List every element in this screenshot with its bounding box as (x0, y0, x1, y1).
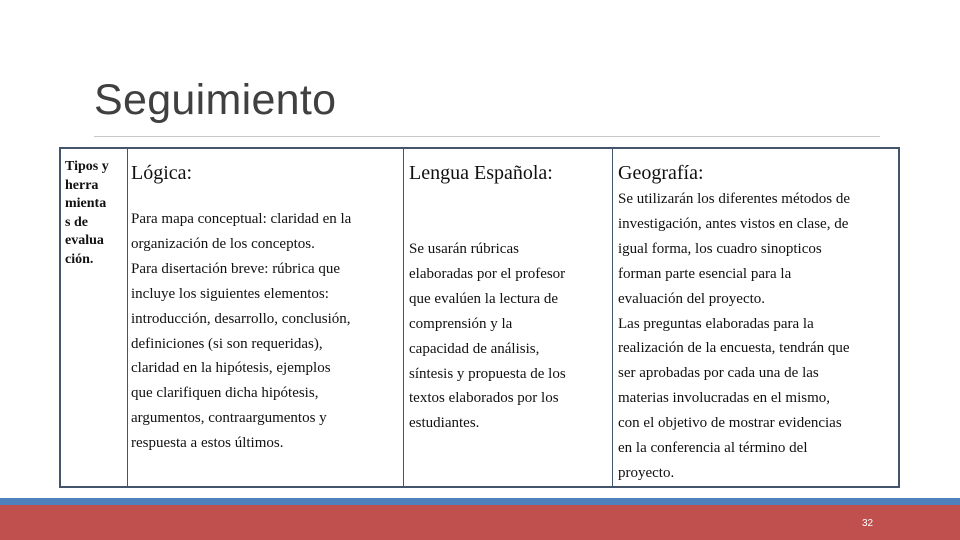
logica-line: claridad en la hipótesis, ejemplos (131, 360, 331, 377)
geografia-line: evaluación del proyecto. (618, 290, 766, 307)
geografia-line: en la conferencia al término del (618, 440, 808, 457)
page-number: 32 (862, 518, 874, 529)
geografia-line: materias involucradas en el mismo, (618, 390, 831, 407)
row-label-line: mienta (65, 196, 107, 211)
lengua-line: que evalúen la lectura de (409, 290, 559, 307)
logica-line: introducción, desarrollo, conclusión, (131, 310, 351, 327)
logica-line: organización de los conceptos. (131, 235, 315, 252)
logica-line: argumentos, contraargumentos y (131, 410, 327, 427)
lengua-line: capacidad de análisis, (409, 340, 540, 357)
geografia-line: proyecto. (618, 464, 675, 481)
lengua-line: Se usarán rúbricas (409, 241, 519, 257)
column-divider (612, 149, 613, 486)
logica-line: incluye los siguientes elementos: (131, 285, 329, 302)
column-divider (403, 149, 404, 486)
lengua-line: comprensión y la (409, 315, 513, 332)
footer-accent-line (0, 498, 960, 505)
logica-line: que clarifiquen dicha hipótesis, (131, 385, 319, 402)
evaluation-table (59, 147, 900, 488)
logica-line: Para mapa conceptual: claridad en la (131, 211, 352, 227)
logica-header: Lógica: (131, 162, 193, 184)
footer-bar (0, 505, 960, 540)
row-label-cell (65, 158, 127, 269)
row-label-line: ción. (65, 251, 94, 267)
row-label-line: evalua (65, 233, 104, 248)
logica-line: Para disertación breve: rúbrica que (131, 260, 341, 277)
title-divider (94, 136, 880, 137)
lengua-line: elaboradas por el profesor (409, 265, 566, 282)
logica-body (131, 207, 351, 456)
geografia-line: Se utilizarán los diferentes métodos de (618, 191, 851, 207)
logica-line: respuesta a estos últimos. (131, 435, 284, 452)
row-label-line: Tipos y (65, 159, 109, 174)
lengua-header: Lengua Española: (409, 162, 553, 184)
geografia-line: con el objetivo de mostrar evidencias (618, 415, 842, 432)
lengua-body (409, 237, 566, 436)
geografia-line: igual forma, los cuadro sinopticos (618, 240, 822, 257)
lengua-line: textos elaborados por los (409, 390, 559, 407)
geografia-line: ser aprobadas por cada una de las (618, 365, 819, 382)
logica-line: definiciones (si son requeridas), (131, 335, 323, 352)
geografia-line: realización de la encuesta, tendrán que (618, 340, 850, 357)
row-label-line: s de (65, 214, 88, 230)
geografia-line: Las preguntas elaboradas para la (618, 315, 814, 332)
geografia-header: Geografía: (618, 162, 704, 184)
lengua-line: estudiantes. (409, 415, 480, 432)
slide-title: Seguimiento (94, 76, 337, 124)
column-divider (127, 149, 128, 486)
row-label-line: herra (65, 177, 99, 193)
geografia-body (618, 187, 850, 486)
geografia-line: investigación, antes vistos en clase, de (618, 215, 849, 232)
geografia-line: forman parte esencial para la (618, 265, 792, 282)
lengua-line: síntesis y propuesta de los (409, 365, 566, 382)
